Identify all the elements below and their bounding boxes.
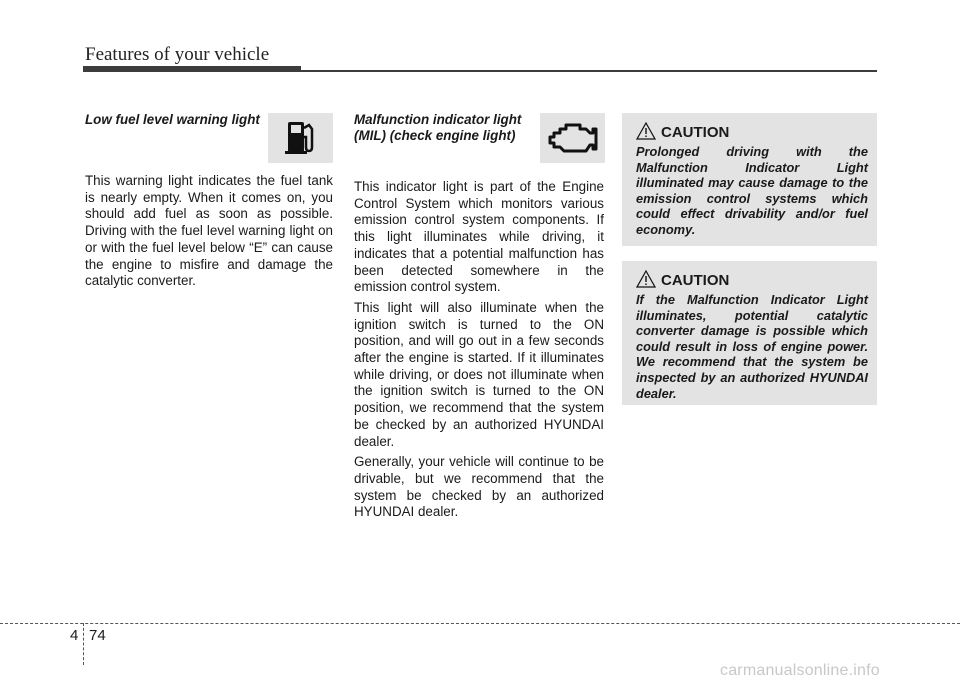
mil-paragraph-2: This light will also illuminate when the ignition switch is turned to the ON position, and will go out in a few seconds after the engine is started. If it illuminates while driving, or does not illuminate when the ignition switch is turned to the ON position, we recommend that the system be checked by an authorized HYUNDAI dealer. — [354, 299, 604, 449]
mil-heading: Malfunction indicator light (MIL) (check engine light) — [354, 112, 522, 143]
mil-paragraph-3: Generally, your vehicle will continue to be drivable, but we recommend that the system be checked by an authorized HYUNDAI dealer. — [354, 454, 604, 520]
mil-paragraph-1: This indicator light is part of the Engine Control System which monitors various emission control system components. If this light illuminates while driving, it indicates that a potential malfunction has been detected somewhere in the emission control system. — [354, 179, 604, 295]
caution-box-2 — [622, 261, 877, 405]
footer-divider — [83, 623, 84, 665]
warning-triangle-icon — [636, 270, 656, 288]
watermark: carmanualsonline.info — [720, 662, 880, 679]
check-engine-icon — [540, 113, 605, 163]
caution-box-1 — [622, 113, 877, 246]
fuel-pump-icon — [268, 113, 333, 163]
page-number: 74 — [89, 627, 106, 644]
warning-triangle-icon — [636, 122, 656, 140]
mil-text — [354, 179, 604, 525]
caution-label: CAUTION — [661, 272, 730, 289]
caution-text: If the Malfunction Indicator Light illuminates, potential catalytic converter damage is possible which could result in loss of engine power. We recommend that the system be inspected by an authorized HYUNDAI dealer. — [636, 292, 868, 401]
caution-label: CAUTION — [661, 124, 730, 141]
header-bar — [83, 66, 301, 72]
low-fuel-text — [85, 173, 333, 294]
low-fuel-paragraph: This warning light indicates the fuel tank is nearly empty. When it comes on, you should add fuel as soon as possible. Driving with the fuel level warning light on or with the fuel level below “E” can cause the engine to misfire and damage the catalytic converter. — [85, 173, 333, 289]
page-header-title: Features of your vehicle — [85, 44, 270, 65]
low-fuel-heading: Low fuel level warning light — [85, 112, 260, 127]
footer-rule — [0, 623, 960, 624]
caution-text: Prolonged driving with the Malfunction Indicator Light illuminated may cause damage to the emission control systems which could effect drivability and/or fuel economy. — [636, 144, 868, 237]
section-number: 4 — [70, 627, 79, 644]
header-rule — [301, 70, 877, 72]
